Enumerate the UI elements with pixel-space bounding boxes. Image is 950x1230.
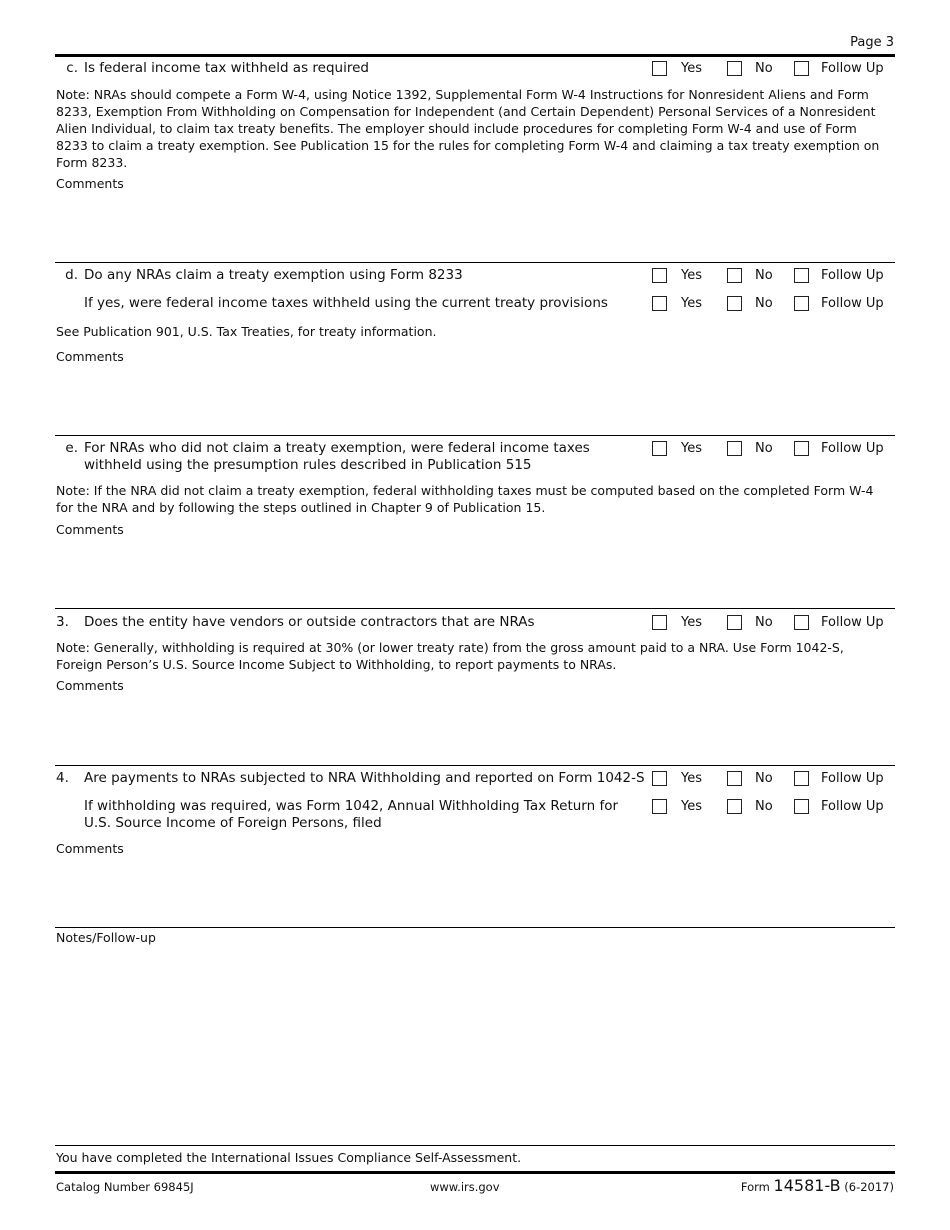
label-d-sub-followup: Follow Up <box>821 296 884 311</box>
page-number: Page 3 <box>850 35 894 50</box>
options-d-sub <box>652 295 897 313</box>
label-e-no: No <box>755 441 773 456</box>
label-d-no: No <box>755 268 773 283</box>
comments-area-4[interactable] <box>56 861 891 923</box>
checkbox-d-sub-no[interactable] <box>727 296 742 311</box>
notes-followup-label: Notes/Follow-up <box>56 930 156 945</box>
options-d <box>652 267 897 285</box>
divider-notes <box>55 1145 895 1146</box>
bottom-rule <box>55 1171 895 1174</box>
checkbox-e-followup[interactable] <box>794 441 809 456</box>
question-e-label: e. <box>65 440 78 456</box>
label-3-yes: Yes <box>681 615 702 630</box>
question-3-label: 3. <box>56 614 69 630</box>
label-d-followup: Follow Up <box>821 268 884 283</box>
checkbox-4-no[interactable] <box>727 771 742 786</box>
comments-label-e: Comments <box>56 522 124 537</box>
checkbox-e-yes[interactable] <box>652 441 667 456</box>
question-3-text: Does the entity have vendors or outside contractors that are NRAs <box>84 614 535 630</box>
comments-label-c: Comments <box>56 176 124 191</box>
options-4-sub <box>652 798 897 816</box>
label-4-sub-followup: Follow Up <box>821 799 884 814</box>
checkbox-d-sub-followup[interactable] <box>794 296 809 311</box>
catalog-number: Catalog Number 69845J <box>56 1180 194 1194</box>
note-c: Note: NRAs should compete a Form W-4, using Notice 1392, Supplemental Form W-4 Instructions for Nonresident Aliens and Form 8233, Exemption From Withholding on Compensation for Independent (and Certain Dependent) Personal Services of a Nonresident Alien Individual, to claim tax treaty benefits. The employer should include procedures for completing Form W-4 and use of Form 8233 to claim a treaty exemption. See Publication 15 for the rules for completing Form W-4 and claiming a tax treaty exemption on Form 8233. <box>56 87 880 170</box>
form-number: 14581-B <box>773 1176 841 1195</box>
form-identifier <box>741 1176 894 1195</box>
checkbox-4-sub-yes[interactable] <box>652 799 667 814</box>
checkbox-d-followup[interactable] <box>794 268 809 283</box>
divider-c <box>55 262 895 263</box>
label-c-followup: Follow Up <box>821 61 884 76</box>
checkbox-c-followup[interactable] <box>794 61 809 76</box>
question-d-label: d. <box>65 267 78 283</box>
note-e: Note: If the NRA did not claim a treaty exemption, federal withholding taxes must be computed based on the completed Form W-4 for the NRA and by following the steps outlined in Chapter 9 of Publication 15. <box>56 483 874 515</box>
question-c-text: Is federal income tax withheld as required <box>84 60 369 76</box>
label-4-followup: Follow Up <box>821 771 884 786</box>
checkbox-3-yes[interactable] <box>652 615 667 630</box>
question-d-sub: If yes, were federal income taxes withheld using the current treaty provisions <box>84 295 608 311</box>
divider-3 <box>55 765 895 766</box>
comments-area-e[interactable] <box>56 542 891 604</box>
note-d: See Publication 901, U.S. Tax Treaties, for treaty information. <box>56 324 437 339</box>
label-c-no: No <box>755 61 773 76</box>
options-4 <box>652 770 897 788</box>
note-3: Note: Generally, withholding is required at 30% (or lower treaty rate) from the gross amount paid to a NRA. Use Form 1042-S, Foreign Person’s U.S. Source Income Subject to Withholding, to report payments to NRAs. <box>56 640 844 672</box>
form-word: Form <box>740 1180 770 1194</box>
checkbox-e-no[interactable] <box>727 441 742 456</box>
comments-area-c[interactable] <box>56 196 891 258</box>
form-date: (6-2017) <box>844 1180 894 1194</box>
checkbox-3-no[interactable] <box>727 615 742 630</box>
label-e-followup: Follow Up <box>821 441 884 456</box>
checkbox-4-followup[interactable] <box>794 771 809 786</box>
question-c-label: c. <box>66 60 78 76</box>
checkbox-d-sub-yes[interactable] <box>652 296 667 311</box>
options-e <box>652 440 897 458</box>
question-4-text: Are payments to NRAs subjected to NRA Withholding and reported on Form 1042-S <box>84 770 645 786</box>
checkbox-3-followup[interactable] <box>794 615 809 630</box>
checkbox-d-yes[interactable] <box>652 268 667 283</box>
checkbox-c-no[interactable] <box>727 61 742 76</box>
comments-area-d[interactable] <box>56 369 891 431</box>
divider-d <box>55 435 895 436</box>
top-rule <box>55 54 895 57</box>
website: www.irs.gov <box>430 1180 500 1194</box>
notes-followup-area[interactable] <box>56 950 891 1140</box>
checkbox-d-no[interactable] <box>727 268 742 283</box>
comments-area-3[interactable] <box>56 698 891 760</box>
question-e-text: For NRAs who did not claim a treaty exemption, were federal income taxes withheld using the presumption rules described in Publication 515 <box>84 440 590 473</box>
label-c-yes: Yes <box>681 61 702 76</box>
question-4-label: 4. <box>56 770 69 786</box>
label-4-yes: Yes <box>681 771 702 786</box>
label-3-followup: Follow Up <box>821 615 884 630</box>
divider-e <box>55 608 895 609</box>
label-d-yes: Yes <box>681 268 702 283</box>
options-c <box>652 60 897 78</box>
label-4-sub-no: No <box>755 799 773 814</box>
checkbox-c-yes[interactable] <box>652 61 667 76</box>
comments-label-d: Comments <box>56 349 124 364</box>
comments-label-3: Comments <box>56 678 124 693</box>
checkbox-4-sub-no[interactable] <box>727 799 742 814</box>
question-4-sub: If withholding was required, was Form 1042, Annual Withholding Tax Return for U.S. Source Income of Foreign Persons, filed <box>84 798 619 831</box>
question-d-text: Do any NRAs claim a treaty exemption using Form 8233 <box>84 267 463 283</box>
options-3 <box>652 614 897 632</box>
label-d-sub-yes: Yes <box>681 296 702 311</box>
label-3-no: No <box>755 615 773 630</box>
label-d-sub-no: No <box>755 296 773 311</box>
label-e-yes: Yes <box>681 441 702 456</box>
checkbox-4-sub-followup[interactable] <box>794 799 809 814</box>
label-4-no: No <box>755 771 773 786</box>
label-4-sub-yes: Yes <box>681 799 702 814</box>
divider-4 <box>55 927 895 928</box>
completion-message: You have completed the International Issues Compliance Self-Assessment. <box>56 1150 522 1165</box>
checkbox-4-yes[interactable] <box>652 771 667 786</box>
comments-label-4: Comments <box>56 841 124 856</box>
